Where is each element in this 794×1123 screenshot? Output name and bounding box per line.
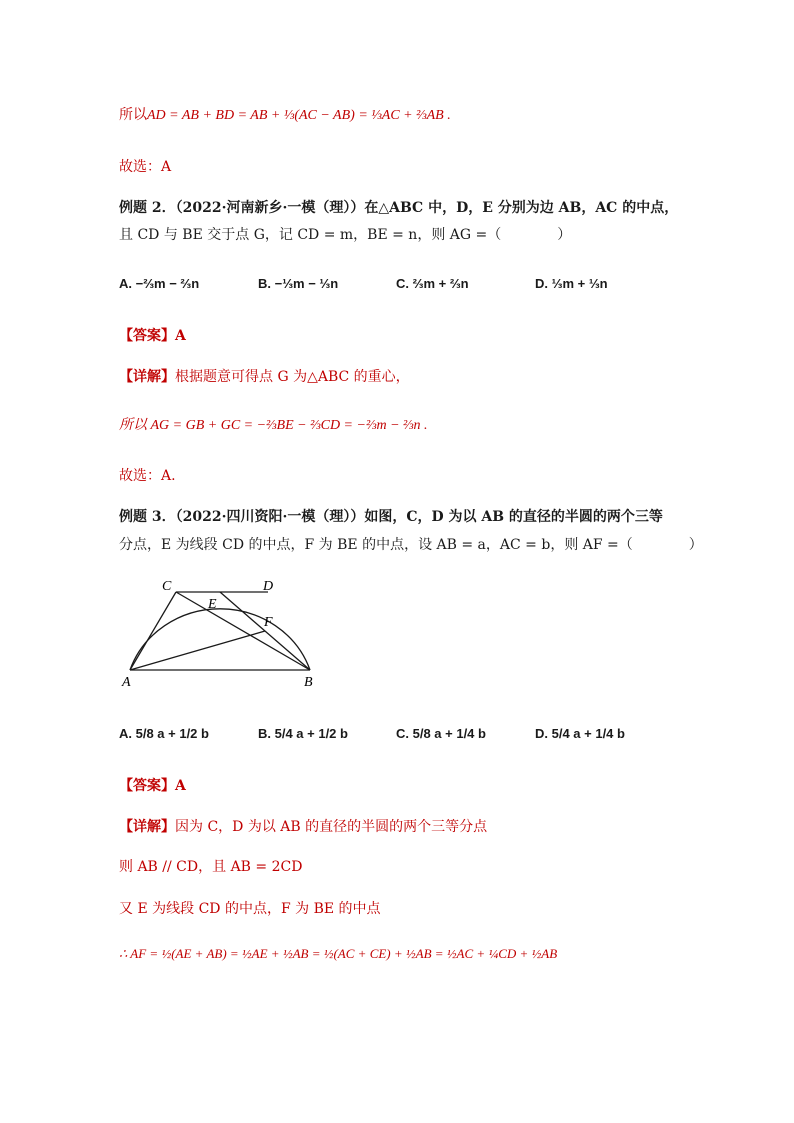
example2-answer: 【答案】A — [119, 328, 186, 344]
example3-option-a: A. 5/8 a + 1/2 b — [119, 726, 209, 741]
example3-answer: 【答案】A — [119, 778, 186, 794]
segment-cb — [176, 592, 310, 670]
label-a: A — [122, 675, 131, 690]
example2-line1: 例题 2．（2022·河南新乡·一模（理））在△ABC 中，D，E 分别为边 AB，AC 的中点， — [119, 200, 679, 216]
so-label: 所以 — [119, 107, 147, 123]
detail-text: 根据题意可得点 G 为△ABC 的重心， — [175, 369, 410, 385]
detail-tag: 【详解】 — [119, 819, 175, 835]
example3-line-c: ∴ AF = ½(AE + AB) = ½AE + ½AB = ½(AC + CE) + ½AB = ½AC + ¼CD + ½AB — [119, 946, 558, 961]
example3-detail — [119, 816, 487, 836]
semicircle-figure — [118, 576, 328, 691]
label-b: B — [304, 675, 313, 690]
example2-option-a: A. −⅔m − ⅔n — [119, 276, 200, 291]
example2-detail-line2: 所以 AG = GB + GC = −⅔BE − ⅔CD = −⅔m − ⅔n . — [119, 418, 428, 433]
example2-option-b: B. −⅓m − ⅓n — [258, 276, 339, 291]
example2-detail — [119, 366, 410, 386]
derivation-line-1 — [119, 104, 451, 124]
detail-text: 因为 C，D 为以 AB 的直径的半圆的两个三等分点 — [175, 819, 488, 835]
label-c: C — [162, 579, 172, 594]
example2-choice: 故选：A. — [119, 468, 176, 484]
example3-option-d: D. 5/4 a + 1/4 b — [535, 726, 625, 741]
example2-option-c: C. ⅔m + ⅔n — [396, 276, 469, 291]
label-e: E — [208, 597, 217, 612]
example3-line2: 分点，E 为线段 CD 的中点，F 为 BE 的中点，设 AB = a，AC = b，则 AF =（ ） — [119, 537, 703, 553]
detail-tag: 【详解】 — [119, 369, 175, 385]
label-d: D — [263, 579, 274, 594]
example3-option-c: C. 5/8 a + 1/4 b — [396, 726, 486, 741]
choice-line-1: 故选：A — [119, 159, 172, 175]
vector-expression: AD = AB + BD = AB + ⅓(AC − AB) = ⅓AC + ⅔AB . — [147, 108, 451, 123]
example2-option-d: D. ⅓m + ⅓n — [535, 276, 608, 291]
example3-line-b: 又 E 为线段 CD 的中点，F 为 BE 的中点 — [119, 901, 381, 917]
example3-line1: 例题 3．（2022·四川资阳·一模（理））如图，C，D 为以 AB 的直径的半圆的两个三等 — [119, 509, 663, 525]
label-f: F — [264, 615, 273, 630]
example3-option-b: B. 5/4 a + 1/2 b — [258, 726, 348, 741]
example3-line-a: 则 AB // CD，且 AB = 2CD — [119, 859, 303, 875]
example2-line2: 且 CD 与 BE 交于点 G，记 CD = m，BE = n，则 AG =（ ） — [119, 227, 572, 243]
